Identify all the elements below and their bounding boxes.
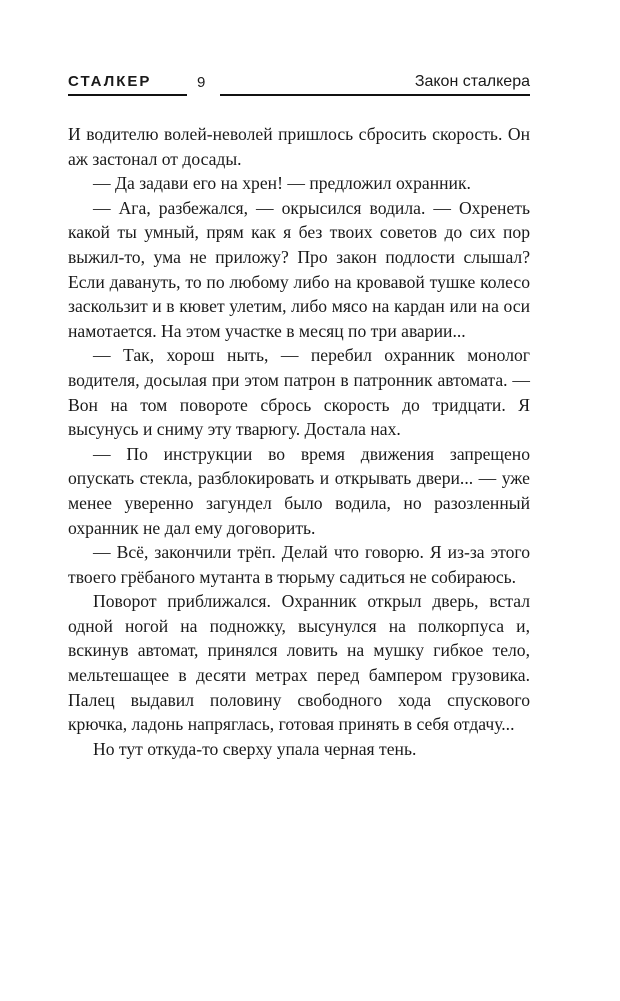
running-header	[68, 73, 530, 99]
header-rule-right	[220, 94, 530, 96]
paragraph: И водителю волей-неволей пришлось сбросить скорость. Он аж застонал от досады.	[68, 124, 530, 169]
paragraph: — По инструкции во время движения запрещено опускать стекла, разблокировать и открывать двери... — уже менее уверенно загундел было водила, но разозленный охранник не дал ему договорить.	[68, 443, 530, 538]
body-text	[68, 122, 530, 761]
paragraph: — Всё, закончили трёп. Делай что говорю. Я из-за этого твоего грёбаного мутанта в тюрьму садиться не собираюсь.	[68, 542, 530, 587]
paragraph: — Да задави его на хрен! — предложил охранник.	[93, 173, 471, 194]
paragraph: Поворот приближался. Охранник открыл дверь, встал одной ногой на подножку, высунулся на полкорпуса и, вскинув автомат, принялся ловить на мушку гибкое тело, мельтешащее в десяти метрах перед бампером грузовика. Палец выдавил половину свободного хода спускового крючка, ладонь напряглась, готовая принять в себя отдачу...	[68, 591, 530, 735]
series-title: СТАЛКЕР	[68, 73, 152, 90]
header-rule-left	[68, 94, 187, 96]
paragraph: — Ага, разбежался, — окрысился водила. — Охренеть какой ты умный, прям как я без твоих советов до сих пор выжил-то, ума не приложу? Про закон подлости слышал? Если давануть, то по любому либо на кровавой тушке колесо заскользит и в кювет улетим, либо мясо на кардан или на оси намотается. На этом участке в месяц по три аварии...	[68, 197, 530, 341]
paragraph: Но тут откуда-то сверху упала черная тень.	[93, 738, 417, 759]
book-title: Закон сталкера	[414, 73, 530, 90]
page-number: 9	[197, 74, 206, 91]
paragraph: — Так, хорош ныть, — перебил охранник монолог водителя, досылая при этом патрон в патронник автомата. — Вон на том повороте сбрось скорость до тридцати. Я высунусь и сниму эту тварюгу. Достала нах.	[68, 345, 530, 440]
